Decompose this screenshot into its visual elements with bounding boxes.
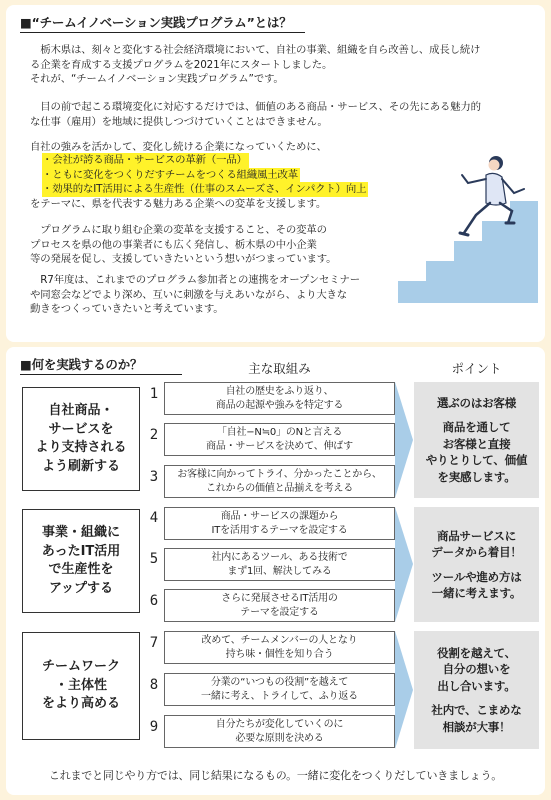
text-line: 必要な原則を決める: [235, 732, 324, 744]
text-line: ツールや進め方は: [431, 569, 522, 584]
text-line: 改めて、チームメンバーの人となり: [201, 635, 358, 646]
stairs-shape: [398, 201, 538, 303]
text-line: やりとりして、価値: [425, 453, 528, 468]
step-number: 3: [149, 469, 159, 485]
intro-paragraph-2: [30, 100, 481, 129]
column-header-main: 主な取組み: [248, 361, 311, 376]
text-line: 自社の歴史をふり返り、: [225, 386, 334, 397]
action-box: [164, 589, 395, 622]
highlight-item: ・会社が誇る商品・サービスの革新（一品）: [42, 154, 247, 166]
step-number: 1: [149, 386, 159, 402]
text-line: 商品を通して: [442, 420, 511, 435]
text-line: よう刷新する: [41, 458, 120, 474]
arrow-right-icon: [395, 507, 413, 622]
text-line: プログラムに取り組む企業の変革を支援すること、その変革の: [30, 224, 327, 236]
step-number: 4: [149, 510, 159, 526]
person-shoe: [460, 233, 468, 235]
text-line: データから着目！: [431, 545, 522, 559]
text-line: 社内で、こまめな: [431, 703, 522, 718]
text-line: お客様に向かってトライ、分かったことから、: [177, 469, 382, 480]
text-line: 商品・サービスを決めて、伸ばす: [206, 440, 353, 452]
text-line: チームワーク: [41, 659, 120, 675]
arrow-right-icon: [395, 631, 413, 749]
section-title-practice: ■何を実践するのか？: [20, 355, 182, 375]
text-line: 自社商品・: [48, 403, 114, 418]
text-line: ITを活用するテーマを設定する: [211, 524, 348, 536]
text-line: を実感します。: [437, 469, 516, 484]
text-line: 「自社−N≒0」のNと言える: [216, 427, 343, 438]
action-box: [164, 465, 395, 498]
text-line: 出し合います。: [437, 678, 516, 693]
text-line: 相談が大事！: [442, 719, 511, 734]
text-line: アップする: [48, 580, 114, 596]
text-line: 自社の強みを活かして、変化し続ける企業になっていくために、: [30, 141, 327, 153]
text-line: で生産性を: [48, 562, 114, 577]
text-line: 一緒に考えます。: [431, 586, 522, 600]
text-line: より支持される: [35, 440, 127, 455]
text-line: 役割を越えて、: [437, 645, 516, 660]
step-number: 8: [149, 677, 159, 693]
action-box: [164, 715, 395, 748]
action-box: [164, 507, 395, 540]
intro-paragraph-1: [30, 43, 480, 87]
step-number: 2: [149, 427, 159, 443]
climbing-person-illustration: [398, 153, 538, 303]
text-line: ・主体性: [54, 677, 107, 693]
text-line: 事業・組織に: [41, 525, 120, 540]
text-line: まず1回、解決してみる: [227, 565, 332, 577]
section-title-about: ■“チームイノベーション実践プログラム”とは？: [20, 13, 305, 33]
point-box: [414, 631, 539, 749]
text-line: 自分の想いを: [442, 662, 511, 677]
step-number: 5: [149, 551, 159, 567]
category-teamwork: [22, 632, 140, 740]
person-arm-right: [502, 179, 524, 193]
text-line: 商品・サービスの課題から: [220, 511, 339, 522]
intro-panel: [6, 5, 545, 342]
text-line: 一緒に考え、トライして、ふり返る: [201, 690, 358, 702]
intro-paragraph-5: [30, 273, 360, 317]
text-line: R7年度は、これまでのプログラム参加者との連携をオープンセミナー: [30, 274, 360, 286]
highlight-item: ・ともに変化をつくりだすチームをつくる組織風土改革: [42, 168, 299, 181]
action-box: [164, 673, 395, 706]
text-line: それが、“チームイノベーション実践プログラム”です。: [30, 73, 284, 85]
practice-panel: [6, 347, 545, 795]
highlight-list: [30, 153, 368, 211]
text-line: あったIT活用: [41, 543, 121, 559]
text-line: をより高める: [41, 696, 120, 712]
text-line: 選ぶのはお客様: [436, 395, 517, 410]
category-it-productivity: [22, 509, 140, 613]
text-line: お客様と直接: [442, 436, 511, 451]
text-line: 目の前で起こる環境変化に対応するだけでは、価値のある商品・サービス、その先にある魅力的: [30, 101, 481, 113]
column-header-point: ポイント: [451, 361, 502, 376]
step-number: 6: [149, 593, 159, 609]
text-line: さらに発展させるIT活用の: [221, 593, 338, 604]
text-line: 持ち味・個性を知り合う: [225, 648, 334, 660]
text-line: 自分たちが変化していくのに: [215, 719, 344, 730]
text-line: 分業の“いつもの役割”を越えて: [210, 677, 349, 688]
arrow-right-icon: [395, 382, 413, 498]
category-product-renewal: [22, 387, 140, 491]
step-number: 9: [149, 719, 159, 735]
person-face: [489, 160, 500, 171]
text-line: テーマを設定する: [240, 606, 319, 618]
text-line: これからの価値と品揃えを考える: [206, 482, 353, 494]
text-line: 商品サービスに: [436, 528, 517, 543]
action-box: [164, 382, 395, 415]
text-line: 栃木県は、刻々と変化する社会経済環境において、自社の事業、組織を自ら改善し、成長し続け: [30, 44, 481, 56]
text-line: る企業を育成する支援プログラムを2021年にスタートしました。: [30, 58, 333, 71]
point-box: [414, 507, 539, 622]
text-line: プロセスを県の他の事業者にも広く発信し、栃木県の中小企業: [30, 238, 317, 251]
action-box: [164, 548, 395, 581]
text-line: サービスを: [48, 421, 114, 437]
text-line: 動きをつくっていきたいと考えています。: [30, 303, 224, 315]
step-number: 7: [149, 635, 159, 651]
text-line: や同窓会などでより深め、互いに刺激を与えあいながら、より大きな: [30, 288, 348, 301]
action-box: [164, 631, 395, 664]
highlight-item: ・効果的なIT活用による生産性（仕事のスムーズさ、インパクト）向上: [42, 183, 367, 195]
closing-message: これまでと同じやり方では、同じ結果になるもの。一緒に変化をつくりだしていきましょう。: [48, 769, 503, 782]
person-body: [486, 173, 506, 205]
intro-paragraph-4: [30, 223, 336, 267]
text-line: 商品の起源や強みを特定する: [215, 399, 344, 411]
point-box: [414, 382, 539, 498]
action-box: [164, 423, 395, 456]
text-line: をテーマに、県を代表する魅力ある企業への変革を支援します。: [30, 197, 327, 210]
person-arm-left: [462, 175, 486, 183]
text-line: 等の発展を促し、支援していきたいという想いがつまっています。: [30, 253, 337, 265]
text-line: な仕事（雇用）を地域に提供しつづけていくことはできません。: [30, 115, 328, 128]
text-line: 社内にあるツール、ある技術で: [211, 552, 348, 563]
